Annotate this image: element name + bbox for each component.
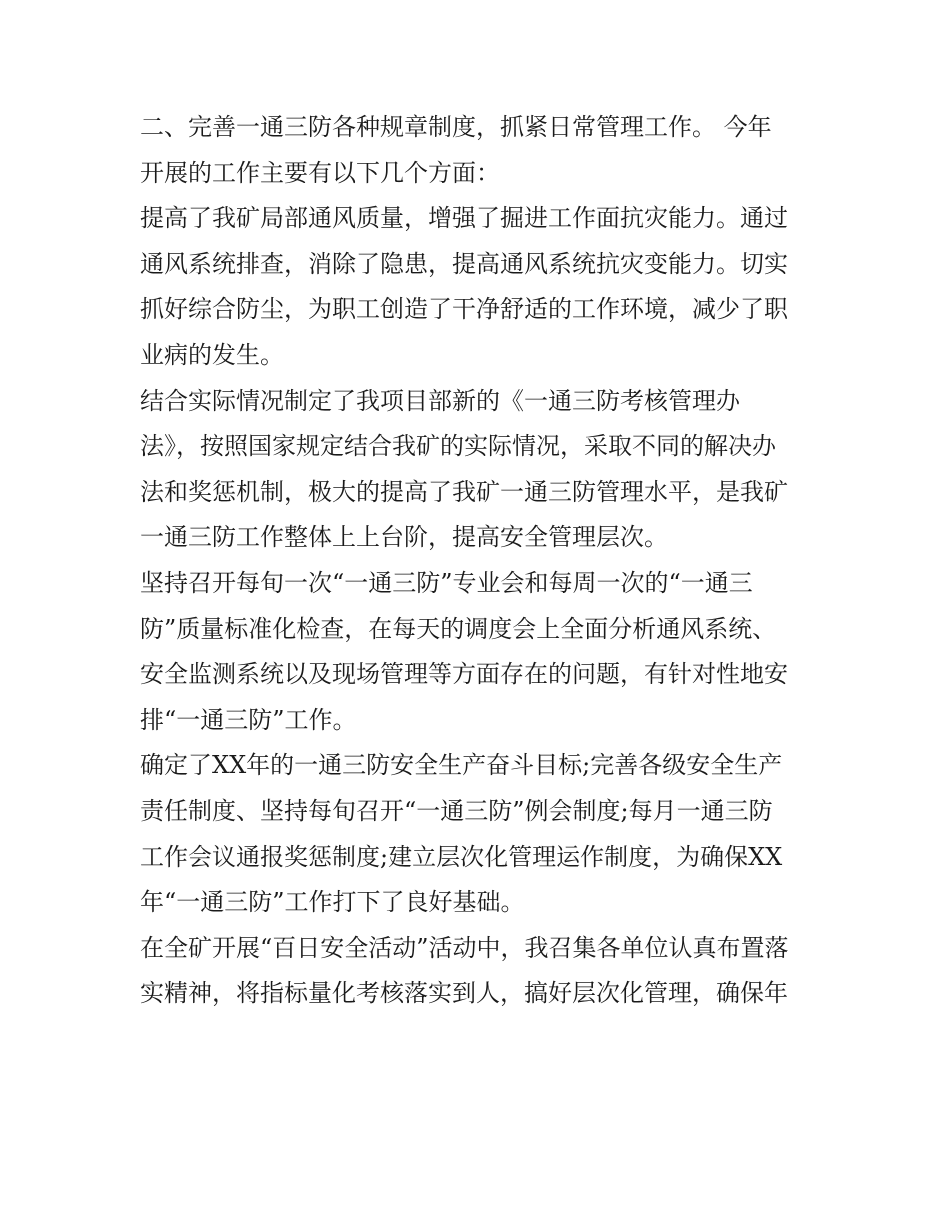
text-line-10: 一通三防工作整体上上台阶，提高安全管理层次。	[140, 523, 668, 552]
text-line-14: 排“一通三防”工作。	[140, 705, 357, 734]
text-line-13: 安全监测系统以及现场管理等方面存在的问题，有针对性地安	[140, 660, 788, 689]
text-line-12: 防”质量标准化检查，在每天的调度会上全面分析通风系统、	[140, 614, 777, 643]
text-line-6: 业病的发生。	[140, 340, 284, 369]
text-line-20: 实精神，将指标量化考核落实到人，搞好层次化管理，确保年	[140, 979, 788, 1008]
text-line-8: 法》，按照国家规定结合我矿的实际情况，采取不同的解决办	[140, 432, 776, 461]
text-line-11: 坚持召开每旬一次“一通三防”专业会和每周一次的“一通三	[140, 568, 753, 597]
text-line-5: 抓好综合防尘，为职工创造了干净舒适的工作环境，减少了职	[140, 295, 788, 324]
text-line-18: 年“一通三防”工作打下了良好基础。	[140, 888, 525, 917]
text-line-2: 开展的工作主要有以下几个方面：	[140, 158, 500, 187]
text-line-15: 确定了XX年的一通三防安全生产奋斗目标;完善各级安全生产	[140, 751, 783, 780]
text-line-9: 法和奖惩机制，极大的提高了我矿一通三防管理水平，是我矿	[140, 477, 788, 506]
text-line-7: 结合实际情况制定了我项目部新的《一通三防考核管理办	[140, 386, 740, 415]
text-line-19: 在全矿开展“百日安全活动”活动中，我召集各单位认真布置落	[140, 933, 789, 962]
text-line-16: 责任制度、坚持每旬召开“一通三防”例会制度;每月一通三防	[140, 796, 773, 825]
text-line-4: 通风系统排查，消除了隐患，提高通风系统抗灾变能力。切实	[140, 249, 788, 278]
text-line-1: 二、完善一通三防各种规章制度，抓紧日常管理工作。 今年	[140, 113, 772, 141]
text-line-17: 工作会议通报奖惩制度;建立层次化管理运作制度，为确保XX	[140, 842, 783, 871]
document-body	[140, 105, 820, 1017]
text-line-3: 提高了我矿局部通风质量，增强了掘进工作面抗灾能力。通过	[140, 204, 788, 233]
